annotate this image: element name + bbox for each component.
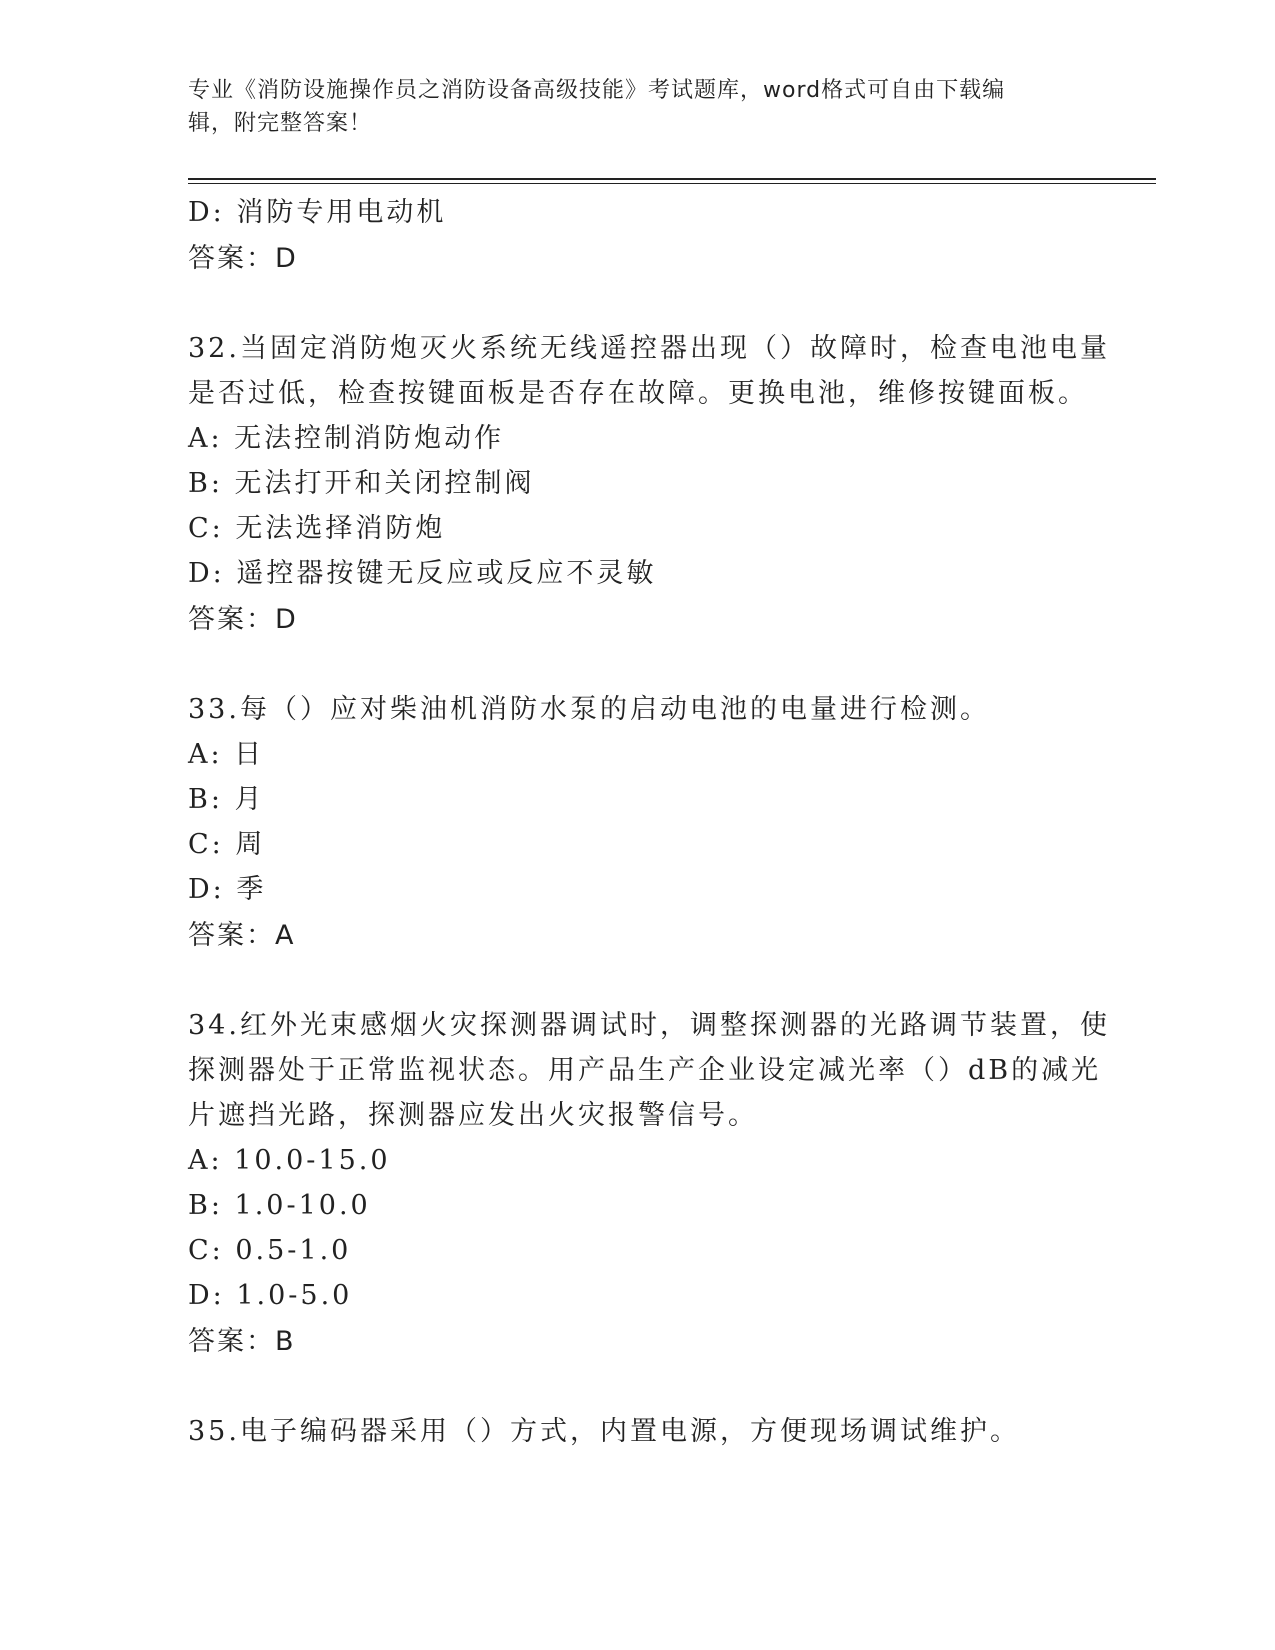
question-32-option-c: C: 无法选择消防炮	[188, 513, 446, 544]
spacer	[188, 1365, 1088, 1409]
question-33-option-c: C: 周	[188, 829, 266, 860]
question-32-option-b: B: 无法打开和关闭控制阀	[188, 468, 535, 499]
question-32-line-2: 是否过低，检查按键面板是否存在故障。更换电池，维修按键面板。	[188, 378, 1088, 409]
question-34-answer: 答案：B	[188, 1326, 296, 1357]
header-line-2: 辑，附完整答案！	[188, 111, 373, 136]
question-34-line-2: 探测器处于正常监视状态。用产品生产企业设定减光率（）dB的减光	[188, 1055, 1102, 1086]
question-35-line-1: 35.电子编码器采用（）方式，内置电源，方便现场调试维护。	[188, 1416, 1020, 1447]
question-33	[188, 687, 1088, 959]
question-33-line-1: 33.每（）应对柴油机消防水泵的启动电池的电量进行检测。	[188, 694, 990, 725]
spacer	[188, 282, 1088, 326]
question-content	[188, 190, 1110, 1454]
prev-option-d: D: 消防专用电动机	[188, 197, 447, 228]
question-33-option-b: B: 月	[188, 784, 265, 815]
spacer	[188, 643, 1088, 687]
question-34-line-1: 34.红外光束感烟火灾探测器调试时，调整探测器的光路调节装置，使	[188, 1010, 1110, 1041]
header-rule-thin	[188, 183, 1156, 184]
question-32-answer: 答案：D	[188, 604, 298, 635]
question-35	[188, 1409, 1088, 1454]
question-34-option-a: A: 10.0-15.0	[188, 1145, 391, 1176]
question-34-option-d: D: 1.0-5.0	[188, 1280, 353, 1311]
question-33-option-a: A: 日	[188, 739, 265, 770]
header-line-1: 专业《消防设施操作员之消防设备高级技能》考试题库，word格式可自由下载编	[188, 78, 1006, 103]
question-34-option-c: C: 0.5-1.0	[188, 1235, 352, 1266]
question-33-answer: 答案：A	[188, 920, 296, 951]
question-32	[188, 326, 1110, 643]
header-rule-thick	[188, 178, 1156, 180]
question-32-option-d: D: 遥控器按键无反应或反应不灵敏	[188, 558, 657, 589]
question-32-option-a: A: 无法控制消防炮动作	[188, 423, 505, 454]
question-34-option-b: B: 1.0-10.0	[188, 1190, 371, 1221]
spacer	[188, 959, 1088, 1003]
question-34-line-3: 片遮挡光路，探测器应发出火灾报警信号。	[188, 1100, 758, 1131]
page-header	[188, 74, 1088, 140]
prev-answer: 答案：D	[188, 243, 298, 274]
question-34	[188, 1003, 1110, 1365]
question-33-option-d: D: 季	[188, 874, 267, 905]
question-32-line-1: 32.当固定消防炮灭火系统无线遥控器出现（）故障时，检查电池电量	[188, 333, 1110, 364]
